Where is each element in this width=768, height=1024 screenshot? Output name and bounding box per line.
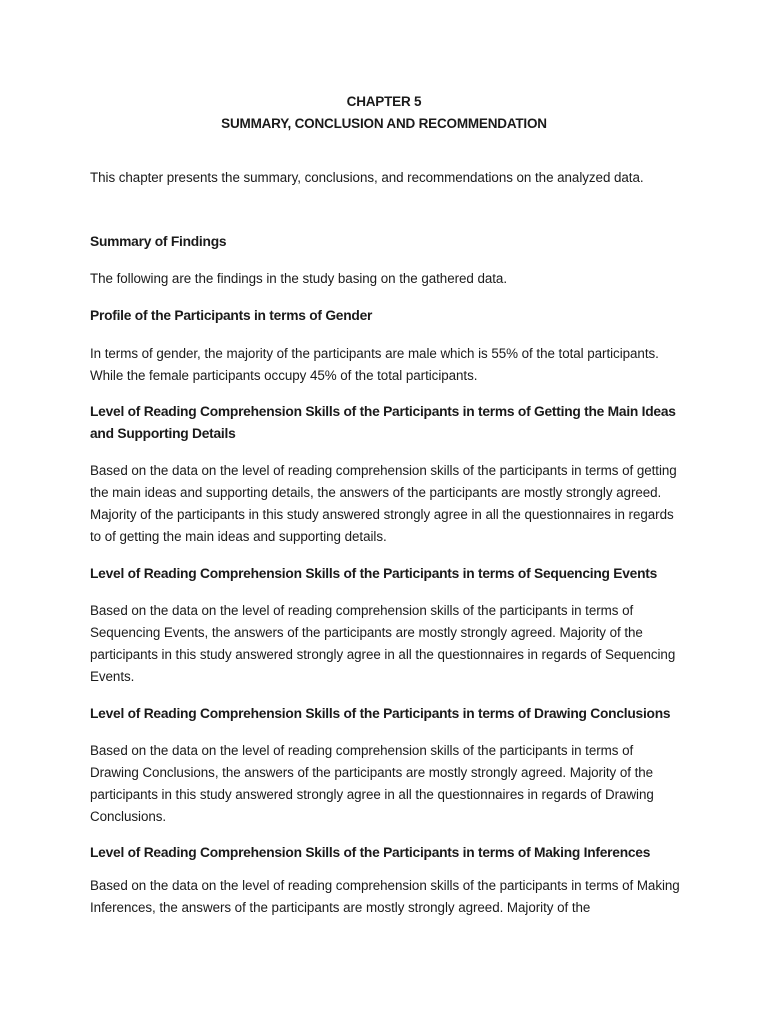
chapter-intro: This chapter presents the summary, conclusions, and recommendations on the analyzed data.	[90, 170, 644, 185]
summary-heading: Summary of Findings	[90, 234, 227, 249]
section-body-conclusions: Based on the data on the level of reading comprehension skills of the participants in terms of Drawing Conclusions, the answers of the participants are mostly strongly agreed. Majority of the participants in this study answered strongly agree in all the questionnaires in regards of Drawing Conclusions.	[90, 743, 654, 824]
section-heading-inferences: Level of Reading Comprehension Skills of the Participants in terms of Making Inferences	[90, 845, 651, 860]
section-heading-gender: Profile of the Participants in terms of Gender	[90, 308, 373, 323]
chapter-label: CHAPTER 5	[346, 94, 422, 109]
section-body-sequencing: Based on the data on the level of reading comprehension skills of the participants in terms of Sequencing Events, the answers of the participants are mostly strongly agreed. Majority of the participants in this study answered strongly agree in all the questionnaires in regards of Sequencing Events.	[90, 603, 676, 684]
summary-intro: The following are the findings in the study basing on the gathered data.	[90, 271, 508, 286]
section-body-gender: In terms of gender, the majority of the participants are male which is 55% of the total participants. While the female participants occupy 45% of the total participants.	[90, 346, 659, 383]
chapter-title: SUMMARY, CONCLUSION AND RECOMMENDATION	[221, 116, 547, 131]
section-body-main-ideas: Based on the data on the level of reading comprehension skills of the participants in terms of getting the main ideas and supporting details, the answers of the participants are mostly strongly agreed. Majority of the participants in this study answered strongly agree in all the questionnaires in regards to of getting the main ideas and supporting details.	[90, 463, 677, 544]
section-heading-conclusions: Level of Reading Comprehension Skills of the Participants in terms of Drawing Conclusions	[90, 706, 671, 721]
section-body-inferences: Based on the data on the level of reading comprehension skills of the participants in terms of Making Inferences, the answers of the participants are mostly strongly agreed. Majority of the	[90, 878, 680, 915]
section-heading-main-ideas: Level of Reading Comprehension Skills of the Participants in terms of Getting the Main Ideas and Supporting Details	[90, 404, 676, 441]
section-heading-sequencing: Level of Reading Comprehension Skills of the Participants in terms of Sequencing Events	[90, 566, 658, 581]
